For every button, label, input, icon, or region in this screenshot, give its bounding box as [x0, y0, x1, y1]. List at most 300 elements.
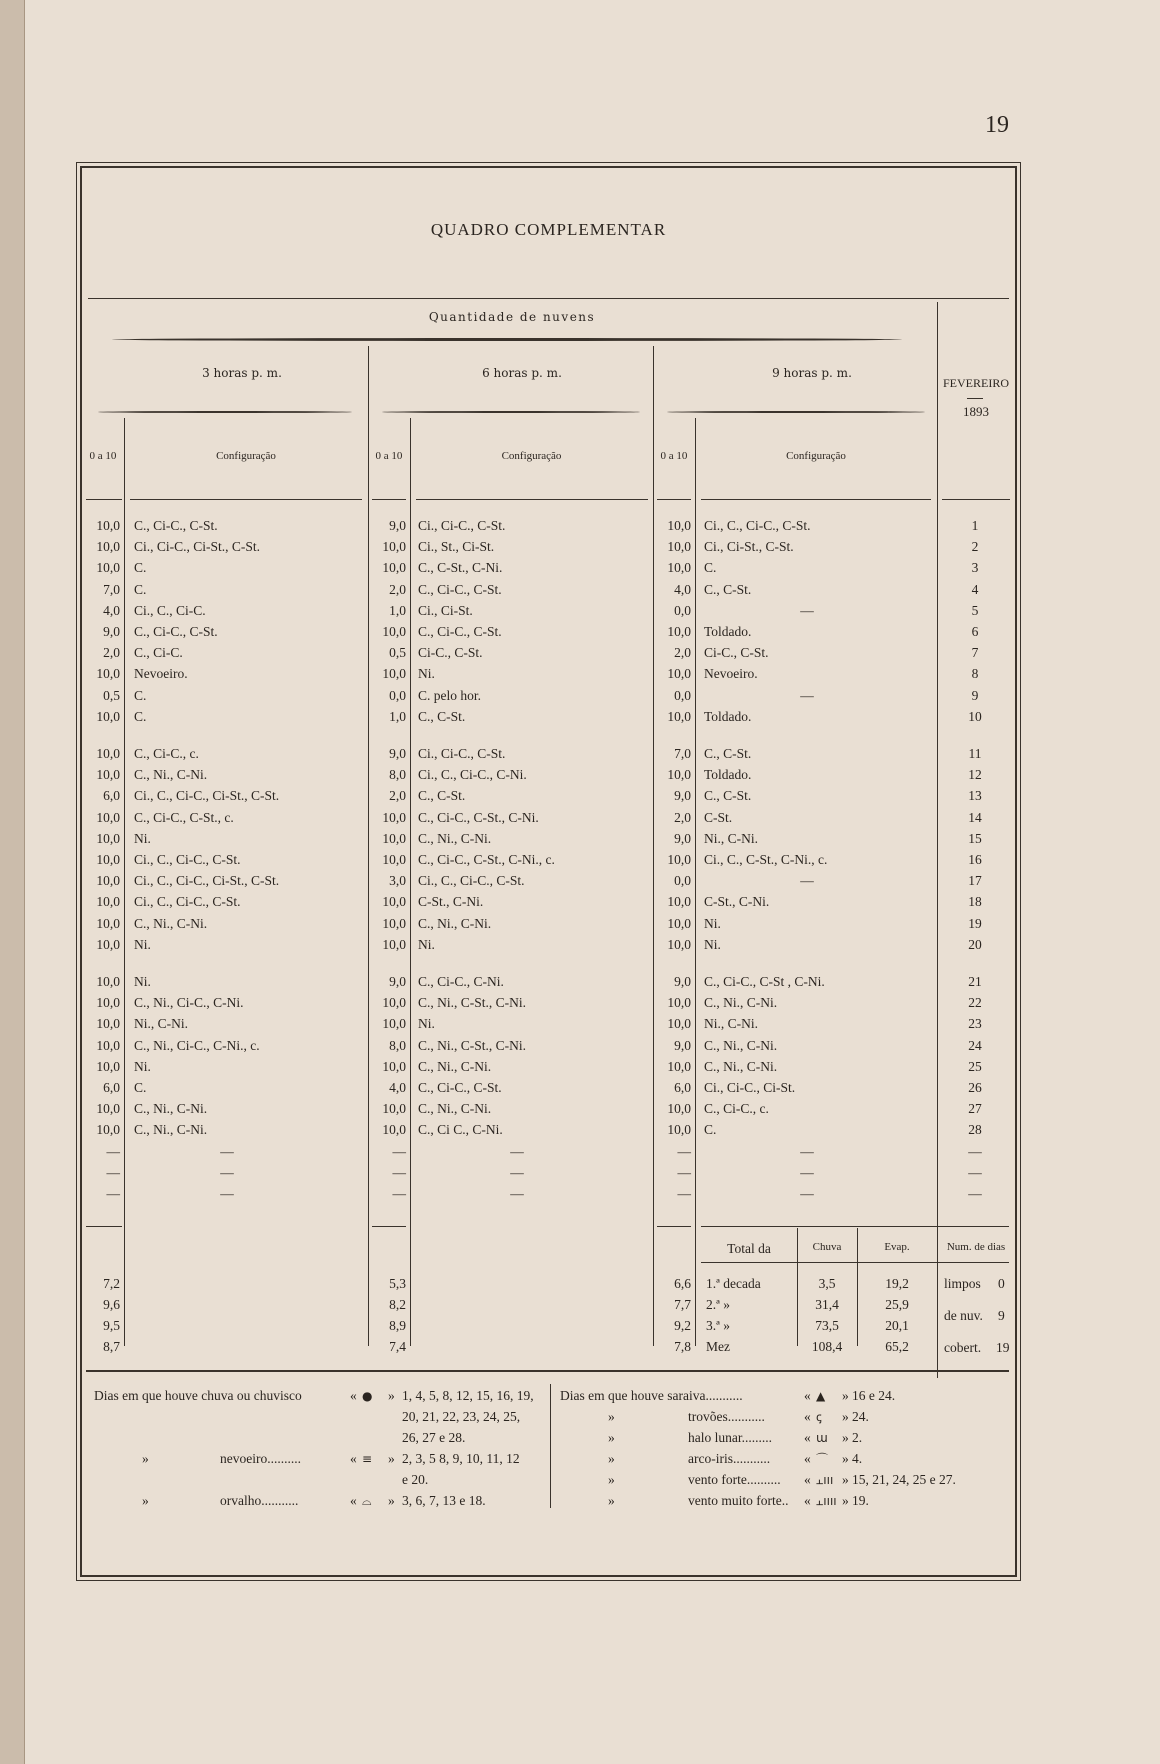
cloud-config-6pm: Ni.: [418, 1016, 435, 1032]
cloud-config-3pm: C.: [134, 1080, 147, 1095]
summary-rule: [701, 1226, 1009, 1227]
footer-quote: »: [388, 1388, 395, 1403]
cloud-amount-9pm: 10,0: [667, 708, 691, 724]
day-number: 4: [971, 581, 979, 597]
cloud-amount-6pm: —: [392, 1164, 406, 1180]
footer-quote: »: [842, 1409, 849, 1424]
cloud-amount-9pm: 10,0: [667, 767, 691, 783]
footer-days: 15, 21, 24, 25 e 27.: [852, 1472, 956, 1487]
cloud-amount-6pm: 10,0: [382, 830, 406, 846]
time-header-9pm: 9 horas p. m.: [772, 366, 852, 380]
day-number: —: [968, 1164, 982, 1180]
day-number: 28: [968, 1122, 982, 1138]
cloud-amount-9pm: 0,0: [674, 687, 691, 703]
cloud-amount-6pm: 10,0: [382, 1101, 406, 1117]
footer-quote: »: [842, 1451, 849, 1466]
mean-3pm: 9,6: [103, 1297, 120, 1312]
cloud-amount-6pm: 10,0: [382, 894, 406, 910]
cloud-config-3pm: C.: [134, 708, 147, 724]
book-gutter: [0, 0, 25, 1764]
swoosh-6pm: [382, 411, 640, 413]
hdr-rule: [701, 499, 931, 500]
cloud-config-3pm: C., Ni., C-Ni.: [134, 915, 208, 931]
cloud-amount-9pm: 9,0: [674, 830, 691, 846]
cloud-amount-3pm: 9,0: [103, 624, 120, 639]
weather-symbol-icon: ɯ: [816, 1431, 828, 1445]
cloud-amount-6pm: 0,0: [389, 687, 406, 703]
cloud-config-3pm: Ni., C-Ni.: [134, 1016, 188, 1032]
cloud-config-6pm: C., Ni., C-Ni.: [418, 915, 492, 931]
cloud-config-9pm: Ni.: [704, 936, 721, 952]
mean-6pm: 5,3: [389, 1276, 406, 1291]
cloud-amount-3pm: —: [106, 1143, 120, 1159]
cloud-amount-3pm: 10,0: [96, 915, 120, 931]
day-number: 10: [968, 708, 982, 724]
cloud-amount-3pm: 10,0: [96, 873, 120, 889]
cloud-amount-6pm: 10,0: [382, 624, 406, 639]
cloud-config-3pm: C., Ci-C., C-St.: [134, 624, 218, 639]
cloud-amount-9pm: 10,0: [667, 995, 691, 1011]
cloud-config-9pm: —: [800, 1186, 814, 1201]
cloud-amount-3pm: 6,0: [103, 1080, 120, 1095]
day-number: 11: [968, 746, 982, 761]
footer-prefix: Dias em que houve saraiva...........: [560, 1388, 743, 1403]
cloud-config-9pm: Ci., Ci-St., C-St.: [704, 539, 794, 555]
cloud-amount-6pm: 10,0: [382, 936, 406, 952]
cloud-config-9pm: C-St.: [704, 809, 733, 825]
cloud-amount-3pm: 10,0: [96, 1101, 120, 1117]
cloud-amount-9pm: 0,0: [674, 602, 691, 618]
cloud-amount-6pm: 10,0: [382, 852, 406, 867]
hdr-rule: [130, 499, 362, 500]
day-number: 24: [968, 1037, 982, 1053]
cloud-config-6pm: C., Ci C., C-Ni.: [418, 1122, 503, 1138]
cloud-config-3pm: —: [220, 1164, 234, 1180]
evap-total: 65,2: [885, 1339, 909, 1354]
cloud-config-9pm: Ni., C-Ni.: [704, 1016, 758, 1032]
footer-prefix: »: [608, 1409, 615, 1424]
hdr-rule: [657, 499, 691, 500]
cloud-amount-3pm: 10,0: [96, 1016, 120, 1032]
cloud-config-9pm: C., Ni., C-Ni.: [704, 1058, 778, 1074]
subcol-divider-1: [124, 418, 125, 1346]
summary-rule: [86, 1226, 122, 1227]
cloud-amount-6pm: 10,0: [382, 1016, 406, 1032]
weather-symbol-icon: ⌒: [816, 1452, 829, 1466]
footer-quote: »: [842, 1388, 849, 1403]
period-label: 2.ª »: [706, 1297, 730, 1312]
cloud-config-3pm: —: [220, 1186, 234, 1201]
cloud-amount-3pm: 0,5: [103, 687, 120, 703]
cloud-config-3pm: C., Ni., C-Ni.: [134, 1122, 208, 1138]
cloud-amount-6pm: —: [392, 1143, 406, 1159]
summary-rule: [657, 1226, 691, 1227]
cloud-amount-3pm: 6,0: [103, 788, 120, 804]
title-divider: [88, 298, 1009, 299]
footer-days: 4.: [852, 1451, 863, 1466]
footer-quote: »: [388, 1493, 395, 1508]
config-header-2: Configuração: [501, 450, 562, 462]
footer-quote: »: [388, 1451, 395, 1466]
cloud-config-9pm: Toldado.: [704, 708, 752, 724]
cloud-config-9pm: C.: [704, 1122, 717, 1138]
cloud-config-6pm: —: [510, 1143, 524, 1159]
cloud-config-6pm: C. pelo hor.: [418, 687, 481, 703]
cloud-config-9pm: —: [800, 1143, 814, 1159]
cloud-config-9pm: C., C-St.: [704, 788, 752, 804]
cloud-config-6pm: C., Ci-C., C-St.: [418, 581, 502, 597]
cloud-amount-3pm: —: [106, 1164, 120, 1180]
day-number: 9: [971, 687, 979, 703]
footer-days: 2.: [852, 1430, 863, 1445]
cloud-amount-9pm: 10,0: [667, 1016, 691, 1032]
cloud-amount-9pm: 0,0: [674, 873, 691, 889]
hdr-rule: [372, 499, 406, 500]
weather-symbol-icon: ꞔ: [816, 1410, 822, 1424]
cloud-amount-6pm: 1,0: [389, 602, 406, 618]
cloud-amount-6pm: 3,0: [389, 873, 406, 889]
cloud-config-6pm: Ni.: [418, 666, 435, 682]
cloud-config-3pm: C.: [134, 560, 147, 576]
cloud-amount-9pm: 9,0: [674, 974, 691, 989]
cloud-amount-6pm: 9,0: [389, 518, 406, 533]
footer-days: e 20.: [402, 1472, 429, 1487]
cloud-config-6pm: C., Ci-C., C-St., C-Ni.: [418, 809, 539, 825]
swoosh-9pm: [667, 411, 925, 413]
cloud-amount-3pm: 10,0: [96, 936, 120, 952]
day-number: 15: [968, 830, 982, 846]
period-label: Mez: [706, 1339, 730, 1354]
cobert-label: cobert.: [944, 1340, 982, 1355]
cloud-config-6pm: C., C-St., C-Ni.: [418, 560, 503, 576]
summary-chuva-header: Chuva: [812, 1241, 842, 1253]
footer-quote: «: [804, 1430, 811, 1445]
cloud-amount-9pm: 10,0: [667, 1101, 691, 1117]
day-number: 12: [968, 767, 982, 783]
day-number: —: [968, 1186, 982, 1201]
cloud-config-3pm: Ci., C., Ci-C., Ci-St., C-St.: [134, 873, 280, 889]
cloud-amount-9pm: 7,0: [674, 746, 691, 761]
cloud-config-9pm: C., Ni., C-Ni.: [704, 995, 778, 1011]
subcol-divider-3: [695, 418, 696, 1346]
scale-header-2: 0 a 10: [375, 450, 403, 462]
day-number: 14: [968, 809, 982, 825]
hdr-rule: [86, 499, 122, 500]
cloud-config-6pm: Ci., Ci-C., C-St.: [418, 518, 506, 533]
table-frame: [80, 166, 1017, 1577]
cloud-amount-3pm: 10,0: [96, 708, 120, 724]
cloud-amount-9pm: 2,0: [674, 809, 691, 825]
cloud-amount-6pm: 10,0: [382, 809, 406, 825]
cloud-amount-3pm: 10,0: [96, 666, 120, 682]
cloud-amount-6pm: 10,0: [382, 1058, 406, 1074]
weather-symbol-icon: ⌓: [362, 1494, 372, 1508]
cloud-amount-6pm: 10,0: [382, 995, 406, 1011]
day-number: 6: [971, 624, 979, 639]
day-number: 18: [968, 894, 982, 910]
weather-symbol-icon: ⫠ııı: [816, 1473, 834, 1487]
footer-quote: »: [842, 1472, 849, 1487]
evap-total: 19,2: [885, 1276, 909, 1291]
cloud-config-3pm: Ni.: [134, 974, 151, 989]
cloud-config-3pm: Ci., C., Ci-C.: [134, 602, 206, 618]
day-number: 17: [968, 873, 982, 889]
cloud-amount-9pm: 10,0: [667, 894, 691, 910]
cloud-amount-6pm: 10,0: [382, 539, 406, 555]
cloud-config-6pm: C., Ni., C-Ni.: [418, 1101, 492, 1117]
cloud-amount-3pm: 10,0: [96, 830, 120, 846]
cloud-config-9pm: Ni., C-Ni.: [704, 830, 758, 846]
cloud-config-9pm: C-St., C-Ni.: [704, 894, 770, 910]
time-header-3pm: 3 horas p. m.: [202, 366, 282, 380]
cloud-amount-3pm: 10,0: [96, 746, 120, 761]
day-number: 27: [968, 1101, 982, 1117]
evap-total: 25,9: [885, 1297, 909, 1312]
cloud-config-9pm: C., Ci-C., C-St , C-Ni.: [704, 974, 825, 989]
day-number: 8: [971, 666, 979, 682]
rain-total: 73,5: [815, 1318, 839, 1333]
cloud-amount-3pm: 10,0: [96, 809, 120, 825]
subcol-divider-2: [410, 418, 411, 1346]
weather-symbol-icon: ▲: [816, 1389, 826, 1403]
footer-quote: «: [350, 1388, 357, 1403]
cloud-config-3pm: C., Ni., C-Ni.: [134, 767, 208, 783]
cloud-config-3pm: Ci., C., Ci-C., C-St.: [134, 894, 241, 910]
cloud-amount-9pm: 9,0: [674, 788, 691, 804]
footer-quote: «: [804, 1493, 811, 1508]
cloud-config-6pm: —: [510, 1164, 524, 1180]
day-number: —: [968, 1143, 982, 1159]
cloud-config-6pm: —: [510, 1186, 524, 1201]
summary-evap-header: Evap.: [884, 1241, 910, 1253]
footer-days: 19.: [852, 1493, 869, 1508]
cloud-config-6pm: C-St., C-Ni.: [418, 894, 484, 910]
cloud-amount-9pm: —: [677, 1143, 691, 1159]
month-underline: [967, 398, 983, 399]
cloud-config-3pm: Ci., C., Ci-C., Ci-St., C-St.: [134, 788, 280, 804]
cloud-config-9pm: —: [800, 687, 814, 703]
mean-6pm: 7,4: [389, 1339, 406, 1354]
cloud-config-3pm: C., Ci-C., C-St., c.: [134, 809, 234, 825]
footer-prefix: »: [142, 1493, 149, 1508]
footer-mid-divider: [550, 1384, 551, 1508]
day-number: 3: [971, 560, 979, 576]
cloud-config-3pm: Ci., Ci-C., Ci-St., C-St.: [134, 539, 261, 555]
day-number: 26: [968, 1080, 982, 1095]
cloud-config-9pm: Ci., Ci-C., Ci-St.: [704, 1080, 796, 1095]
mean-6pm: 8,2: [389, 1297, 406, 1312]
footer-label: arco-iris...........: [688, 1451, 771, 1466]
swoosh-3pm: [98, 411, 352, 413]
cloud-amount-3pm: —: [106, 1186, 120, 1201]
cloud-amount-6pm: 4,0: [389, 1080, 406, 1095]
cloud-amount-6pm: 9,0: [389, 974, 406, 989]
footer-days: 20, 21, 22, 23, 24, 25,: [402, 1409, 521, 1424]
footer-prefix: »: [608, 1493, 615, 1508]
group-swoosh: [112, 338, 902, 341]
nuv-label: de nuv.: [944, 1308, 983, 1323]
cloud-config-9pm: —: [800, 1164, 814, 1180]
cloud-config-6pm: Ci., St., Ci-St.: [418, 539, 495, 555]
cloud-config-9pm: Toldado.: [704, 624, 752, 639]
cloud-amount-3pm: 10,0: [96, 767, 120, 783]
mean-9pm: 7,8: [674, 1339, 691, 1354]
mean-3pm: 9,5: [103, 1318, 120, 1333]
footer-quote: »: [842, 1493, 849, 1508]
cloud-config-9pm: C., Ci-C., c.: [704, 1101, 769, 1117]
cloud-config-3pm: C.: [134, 687, 147, 703]
cloud-config-6pm: Ci., C., Ci-C., C-St.: [418, 873, 525, 889]
day-number: 16: [968, 852, 982, 867]
cloud-amount-9pm: 9,0: [674, 1037, 691, 1053]
cloud-config-9pm: —: [800, 873, 814, 889]
cloud-amount-9pm: 10,0: [667, 666, 691, 682]
config-header-1: Configuração: [216, 450, 276, 462]
time-header-6pm: 6 horas p. m.: [482, 366, 562, 380]
cloud-amount-9pm: 4,0: [674, 581, 691, 597]
cloud-amount-3pm: 10,0: [96, 894, 120, 910]
cloud-amount-3pm: 10,0: [96, 1037, 120, 1053]
footer-label: vento muito forte..: [688, 1493, 789, 1508]
footer-label: vento forte..........: [688, 1472, 781, 1487]
weather-symbol-icon: ⫠ıııı: [816, 1494, 837, 1508]
footer-days: 24.: [852, 1409, 869, 1424]
day-number: 23: [968, 1016, 982, 1032]
cloud-config-9pm: C., C-St.: [704, 746, 752, 761]
cloud-config-6pm: C., Ni., C-St., C-Ni.: [418, 995, 527, 1011]
summary-header-rule: [701, 1262, 1009, 1263]
footer-label: nevoeiro..........: [220, 1451, 301, 1466]
cloud-amount-9pm: 10,0: [667, 518, 691, 533]
footer-days: 16 e 24.: [852, 1388, 896, 1403]
footer-days: 2, 3, 5 8, 9, 10, 11, 12: [402, 1451, 520, 1466]
cloud-amount-3pm: 10,0: [96, 518, 120, 533]
cloud-config-6pm: C., C-St.: [418, 708, 466, 724]
weather-symbol-icon: ≡: [362, 1452, 373, 1466]
cloud-config-9pm: C., C-St.: [704, 581, 752, 597]
footer-prefix: »: [142, 1451, 149, 1466]
footer-label: orvalho...........: [220, 1493, 299, 1508]
summary-rule: [372, 1226, 406, 1227]
cloud-amount-9pm: —: [677, 1186, 691, 1201]
nuv-value: 9: [998, 1308, 1005, 1323]
cloud-amount-9pm: 10,0: [667, 624, 691, 639]
footer-prefix: »: [608, 1472, 615, 1487]
cloud-config-3pm: C.: [134, 581, 147, 597]
cloud-amount-9pm: 10,0: [667, 852, 691, 867]
cloud-config-9pm: —: [800, 602, 814, 618]
day-number: 5: [971, 602, 979, 618]
cloud-amount-6pm: 10,0: [382, 1122, 406, 1138]
cloud-config-9pm: Ni.: [704, 915, 721, 931]
cloud-amount-9pm: 10,0: [667, 915, 691, 931]
period-label: 1.ª decada: [706, 1276, 761, 1291]
mean-9pm: 7,7: [674, 1297, 691, 1312]
cloud-amount-3pm: 10,0: [96, 1058, 120, 1074]
cloud-config-9pm: Ci., C., Ci-C., C-St.: [704, 518, 811, 533]
scale-header-3: 0 a 10: [660, 450, 688, 462]
cloud-amount-6pm: 1,0: [389, 708, 406, 724]
footer-divider: [86, 1370, 1009, 1372]
cloud-config-6pm: C., Ci-C., C-St.: [418, 624, 502, 639]
year-header: 1893: [963, 404, 989, 419]
cloud-amount-9pm: 2,0: [674, 645, 691, 661]
cloud-config-3pm: Ci., C., Ci-C., C-St.: [134, 852, 241, 867]
summary-numdias-header: Num. de dias: [946, 1241, 1006, 1253]
day-number: 25: [968, 1058, 982, 1074]
cloud-config-3pm: C., Ni., C-Ni.: [134, 1101, 208, 1117]
config-header-3: Configuração: [786, 450, 846, 462]
mean-3pm: 7,2: [103, 1276, 120, 1291]
mean-9pm: 6,6: [674, 1276, 691, 1291]
cloud-config-3pm: Ni.: [134, 1058, 151, 1074]
cloud-amount-6pm: 10,0: [382, 915, 406, 931]
cloud-amount-9pm: 10,0: [667, 1122, 691, 1138]
footer-days: 1, 4, 5, 8, 12, 15, 16, 19,: [402, 1388, 534, 1403]
cloud-config-6pm: C., Ci-C., C-Ni.: [418, 974, 504, 989]
cloud-amount-6pm: 9,0: [389, 746, 406, 761]
cobert-value: 19: [996, 1340, 1010, 1355]
limpos-value: 0: [998, 1276, 1005, 1291]
cloud-amount-3pm: 7,0: [103, 581, 120, 597]
cloud-amount-9pm: —: [677, 1164, 691, 1180]
cloud-config-6pm: Ci., Ci-C., C-St.: [418, 746, 506, 761]
cloud-amount-6pm: 8,0: [389, 1037, 406, 1053]
cloud-amount-3pm: 10,0: [96, 974, 120, 989]
cloud-amount-9pm: 10,0: [667, 936, 691, 952]
footer-prefix: Dias em que houve chuva ou chuvisco: [94, 1388, 302, 1403]
cloud-config-9pm: Nevoeiro.: [704, 666, 758, 682]
cloud-amount-3pm: 10,0: [96, 560, 120, 576]
cloud-amount-3pm: 2,0: [103, 645, 120, 661]
cloud-config-3pm: —: [220, 1143, 234, 1159]
mean-6pm: 8,9: [389, 1318, 406, 1333]
cloud-config-3pm: C., Ci-C., C-St.: [134, 518, 218, 533]
scale-header-1: 0 a 10: [89, 450, 117, 462]
mean-9pm: 9,2: [674, 1318, 691, 1333]
footer-quote: »: [842, 1430, 849, 1445]
cloud-config-3pm: C., Ni., Ci-C., C-Ni., c.: [134, 1037, 260, 1053]
footer-quote: «: [804, 1409, 811, 1424]
cloud-amount-9pm: 10,0: [667, 539, 691, 555]
cloud-amount-6pm: 2,0: [389, 581, 406, 597]
summary-total-header: Total da: [727, 1241, 771, 1256]
footer-prefix: »: [608, 1430, 615, 1445]
group-header: Quantidade de nuvens: [428, 310, 596, 324]
page-title: QUADRO COMPLEMENTAR: [430, 220, 667, 239]
footer-days: 3, 6, 7, 13 e 18.: [402, 1493, 486, 1508]
footer-quote: «: [350, 1451, 357, 1466]
cloud-config-3pm: Nevoeiro.: [134, 666, 188, 682]
cloud-amount-3pm: 10,0: [96, 852, 120, 867]
month-header: FEVEREIRO: [943, 376, 1009, 390]
cloud-config-6pm: C., Ni., C-St., C-Ni.: [418, 1037, 527, 1053]
cloud-config-9pm: Ci-C., C-St.: [704, 645, 769, 661]
rain-total: 31,4: [815, 1297, 839, 1312]
footer-days: 26, 27 e 28.: [402, 1430, 466, 1445]
evap-total: 20,1: [885, 1318, 909, 1333]
cloud-amount-6pm: 10,0: [382, 560, 406, 576]
cloud-config-6pm: Ci., Ci-St.: [418, 602, 473, 618]
cloud-config-6pm: Ci., C., Ci-C., C-Ni.: [418, 767, 527, 783]
day-number: 2: [971, 539, 979, 555]
cloud-config-3pm: C., Ci-C., c.: [134, 746, 199, 761]
rain-total: 3,5: [818, 1276, 836, 1291]
page-number: 19: [985, 112, 1009, 138]
day-number: 20: [968, 936, 982, 952]
cloud-config-9pm: Ci., C., C-St., C-Ni., c.: [704, 852, 828, 867]
cloud-config-6pm: C., Ni., C-Ni.: [418, 830, 492, 846]
